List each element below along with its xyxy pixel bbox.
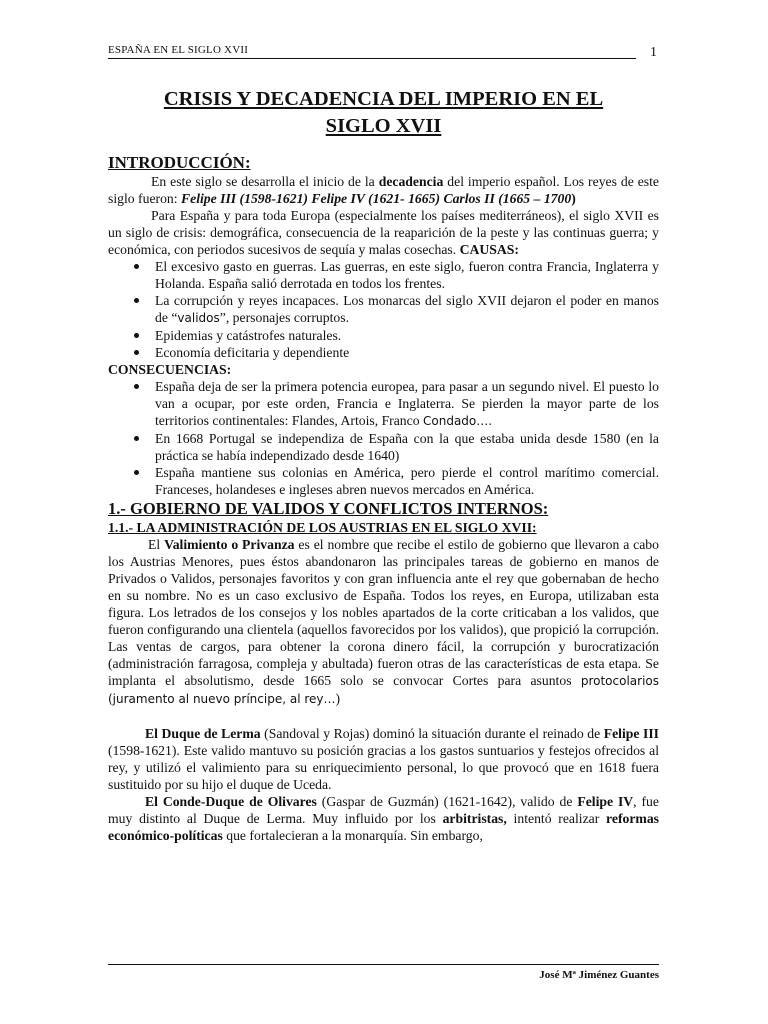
bullet-icon xyxy=(134,350,139,355)
footer-author: José Mª Jiménez Guantes xyxy=(108,964,659,981)
text-run: En este siglo se desarrolla el inicio de la xyxy=(151,174,379,189)
sans-run: protocolarios (juramento al nuevo príncipe, al rey… xyxy=(108,674,659,706)
text-run: (Sandoval y Rojas) dominó la situación durante el reinado de xyxy=(260,726,604,741)
bullet-icon xyxy=(134,264,139,269)
document-title xyxy=(108,86,659,140)
text-run: (Gaspar de Guzmán) (1621-1642), valido de xyxy=(316,794,578,809)
bold-run: Felipe IV xyxy=(577,794,634,809)
text-run: que fortalecieran a la monarquía. Sin embargo, xyxy=(222,828,483,843)
bold-run: reformas económico-políticas xyxy=(108,811,659,843)
causas-list xyxy=(108,258,659,361)
valimiento-paragraph xyxy=(108,536,659,708)
list-item xyxy=(108,378,659,430)
list-item xyxy=(108,258,659,292)
text-run: ) xyxy=(335,691,341,706)
paragraph-gap xyxy=(108,708,659,725)
list-item-text: Economía deficitaria y dependiente xyxy=(155,345,350,360)
bullet-icon xyxy=(134,333,139,338)
bold-run: decadencia xyxy=(378,174,444,189)
bold-run: arbitristas, xyxy=(442,811,507,826)
bold-run: El Conde-Duque de Olivares xyxy=(145,794,317,809)
list-item-text: En 1668 Portugal se independiza de España con la que estaba unida desde 1580 (en la práctica se había independizado desde 1640) xyxy=(155,431,659,463)
list-item xyxy=(108,292,659,327)
list-item-text: Epidemias y catástrofes naturales. xyxy=(155,328,342,343)
bullet-icon xyxy=(134,436,139,441)
intro-paragraph-1 xyxy=(108,173,659,207)
list-item-text: ”, personajes corruptos. xyxy=(219,310,349,325)
validos-term: validos xyxy=(177,311,220,325)
bullet-icon xyxy=(134,470,139,475)
list-item xyxy=(108,430,659,464)
title-line-1: CRISIS Y DECADENCIA DEL IMPERIO EN EL xyxy=(163,88,604,110)
section-1-1-heading: 1.1.- LA ADMINISTRACIÓN DE LOS AUSTRIAS EN EL SIGLO XVII: xyxy=(108,520,537,535)
bold-run: El Duque de Lerma xyxy=(145,726,261,741)
section-1-heading: 1.- GOBIERNO DE VALIDOS Y CONFLICTOS INTERNOS: xyxy=(108,499,549,518)
bullet-icon xyxy=(134,384,139,389)
bold-run: Felipe III xyxy=(603,726,659,741)
text-run: El xyxy=(148,537,165,552)
consecuencias-label: CONSECUENCIAS: xyxy=(108,362,232,377)
list-item xyxy=(108,464,659,498)
olivares-paragraph xyxy=(108,793,659,844)
list-item xyxy=(108,327,659,344)
text-run: es el nombre que recibe el estilo de gobierno que llevaron a cabo los Austrias Menores, pues éstos abandonaron las principales tareas de gobierno en manos de Privados o Validos, personajes favoritos y con gran influencia ante el rey que gobernaban de hecho en su nombre. No es un caso exclusivo de España. Todos los reyes, en Europa, utilizaban esta figura. Los letrados de los consejos y los nobles apartados de la corte criticaban a los validos, que fueron configurando una clientela (aquellos favorecidos por los validos), que propició la corrupción. Las ventas de cargos, para obtener la corona dinero fácil, la corrupción y burocratización (administración farragosa, compleja y abultada) fueron otras de las características de esta etapa. Se implanta el absolutismo, desde 1665 solo se convocar Cortes para asuntos xyxy=(108,537,659,688)
bullet-icon xyxy=(134,298,139,303)
text-run: , fue muy distinto al Duque de Lerma. Muy influido por los xyxy=(108,794,659,826)
list-item-text: España deja de ser la primera potencia europea, para pasar a un segundo nivel. El puesto lo van a ocupar, por este orden, Francia e Inglaterra. Se pierden la mayor parte de los territorios continentales: Flandes, Artois, Franco xyxy=(155,379,659,428)
bold-run: Valimiento o Privanza xyxy=(164,537,295,552)
lerma-paragraph xyxy=(108,725,659,793)
bold-run: ) xyxy=(571,191,576,206)
running-header-title: ESPAÑA EN EL SIGLO XVII xyxy=(108,44,636,59)
text-run: Para España y para toda Europa (especialmente los países mediterráneos), el siglo XVII es un siglo de crisis: demográfica, consecuencia de la reaparición de la peste y las continuas guerra; y económica, con periodos sucesivos de sequía y malas cosechas. xyxy=(108,208,659,257)
document-body xyxy=(108,152,659,844)
consecuencias-list xyxy=(108,378,659,498)
list-item-text: El excesivo gasto en guerras. Las guerras, en este siglo, fueron contra Francia, Inglaterra y Holanda. España salió derrotada en todos los frentes. xyxy=(155,259,659,291)
kings-list: Felipe III (1598-1621) Felipe IV (1621- 1665) Carlos II (1665 – 1700 xyxy=(181,191,572,206)
list-item-text: España mantiene sus colonias en América, pero pierde el control marítimo comercial. Franceses, holandeses e ingleses abren nuevos mercados en América. xyxy=(155,465,659,497)
text-run: del imperio español. Los reyes de este siglo fueron: xyxy=(108,174,659,206)
list-item-text: La corrupción y reyes incapaces. Los monarcas del siglo XVII dejaron el poder en manos de “ xyxy=(155,293,659,325)
causas-label: CAUSAS: xyxy=(459,242,519,257)
intro-paragraph-2 xyxy=(108,207,659,258)
list-item xyxy=(108,344,659,361)
title-line-2: SIGLO XVII xyxy=(325,115,442,137)
text-run: (1598-1621). Este valido mantuvo su posición gracias a los gastos suntuarios y festejos ofrecidos al rey, y utilizó el valimiento para su enriquecimiento personal, lo que provocó que en 1618 fuera sustituido por su hijo el duque de Uceda. xyxy=(108,743,659,792)
condado-term: Condado…. xyxy=(423,414,493,428)
heading-introduccion: INTRODUCCIÓN: xyxy=(108,153,251,172)
text-run: intentó realizar xyxy=(506,811,607,826)
page-number: 1 xyxy=(650,45,657,60)
